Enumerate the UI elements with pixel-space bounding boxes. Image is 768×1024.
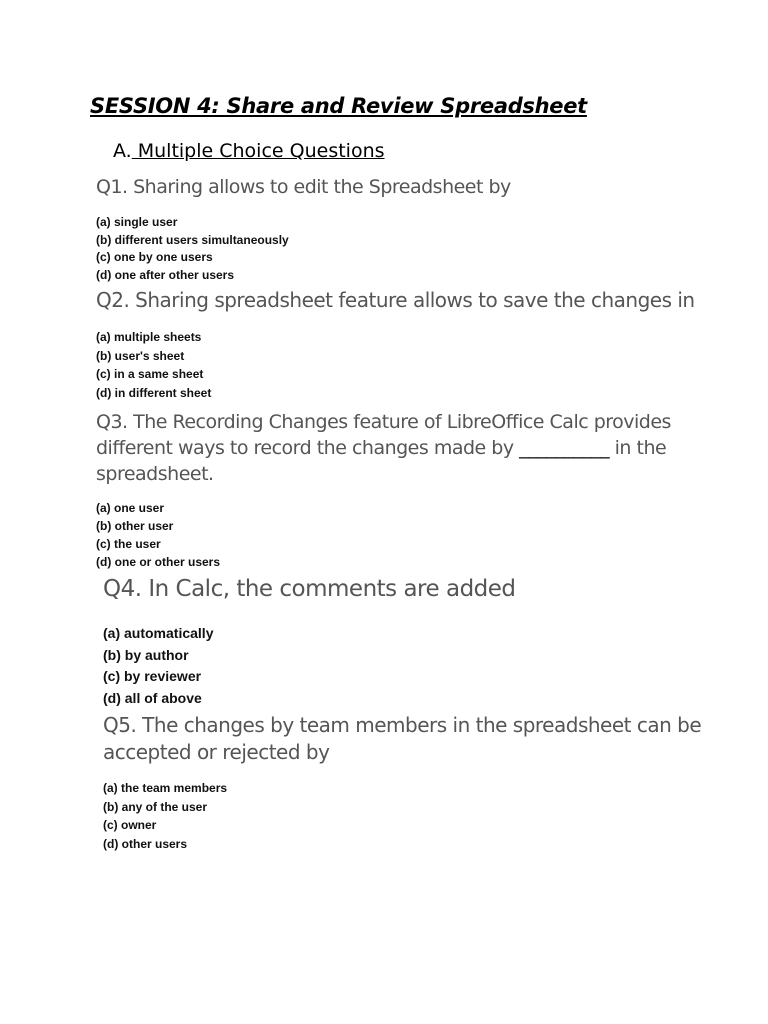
question-2: [96, 288, 695, 312]
answer-blank: __________: [519, 437, 610, 459]
option-c: (c) one by one users: [96, 250, 213, 265]
option-d: (d) other users: [103, 837, 188, 852]
option-b: (b) by author: [103, 646, 189, 663]
question-4: [103, 576, 516, 602]
question-4-options: [103, 623, 213, 710]
option-a: (a) single user: [96, 215, 178, 229]
option-d: (d) all of above: [103, 690, 202, 707]
option-d: (d) one or other users: [96, 555, 221, 569]
question-text-line-1: Q5. The changes by team members in the spreadsheet can be: [103, 713, 702, 737]
option-c: (c) the user: [96, 537, 161, 551]
option-b: (b) other user: [96, 519, 174, 533]
option-a: (a) automatically: [103, 625, 214, 641]
section-title: Multiple Choice Questions: [131, 140, 385, 162]
option-b: (b) any of the user: [103, 799, 208, 814]
option-c: (c) by reviewer: [103, 668, 202, 685]
question-text-line-3: spreadsheet.: [96, 463, 214, 485]
question-1-options: [96, 214, 289, 285]
option-a: (a) the team members: [103, 781, 228, 795]
option-b: (b) user's sheet: [96, 348, 185, 363]
option-b: (b) different users simultaneously: [96, 232, 289, 247]
question-2-options: [96, 328, 211, 403]
question-text: Q1. Sharing allows to edit the Spreadsheet by: [96, 176, 511, 198]
question-5: [103, 712, 701, 766]
option-c: (c) owner: [103, 818, 157, 833]
option-c: (c) in a same sheet: [96, 367, 204, 382]
page-title: SESSION 4: Share and Review Spreadsheet: [90, 94, 587, 118]
question-text-line-1: Q3. The Recording Changes feature of LibreOffice Calc provides: [96, 411, 671, 433]
option-d: (d) in different sheet: [96, 386, 212, 401]
question-text: Q2. Sharing spreadsheet feature allows to save the changes in: [96, 288, 695, 312]
question-5-options: [103, 779, 227, 854]
section-letter: A.: [113, 140, 132, 162]
option-a: (a) one user: [96, 501, 165, 515]
option-a: (a) multiple sheets: [96, 330, 202, 344]
question-text: Q4. In Calc, the comments are added: [103, 576, 516, 602]
question-1: [96, 176, 511, 198]
question-3: [96, 409, 671, 487]
section-heading: [113, 140, 385, 162]
question-text-line-2: accepted or rejected by: [103, 740, 330, 764]
question-text-line-2: different ways to record the changes made by __________ in the: [96, 437, 667, 459]
option-d: (d) one after other users: [96, 268, 235, 283]
question-3-options: [96, 499, 220, 571]
